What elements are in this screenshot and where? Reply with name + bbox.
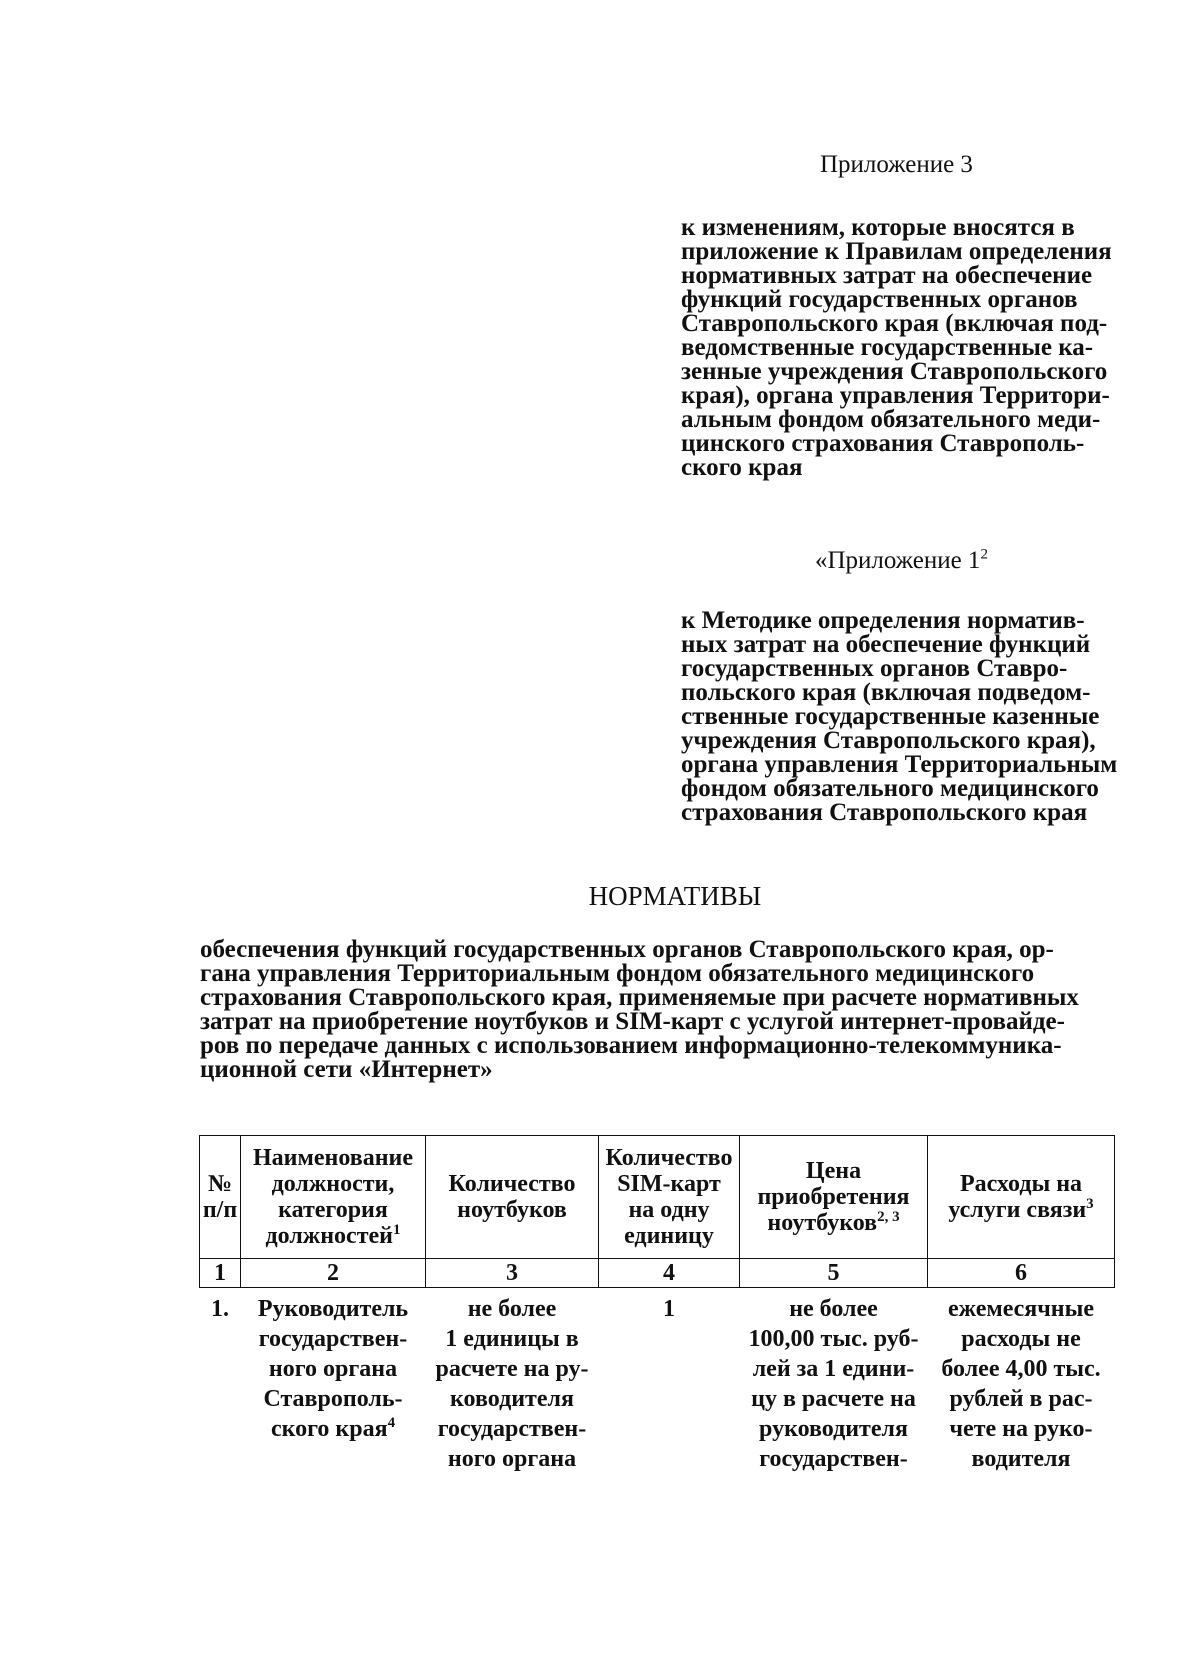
cell-line: более 4,00 тыс. [941,1356,1101,1382]
header-laptops [426,1136,599,1259]
annex-line: функций государственных органов [681,286,1078,313]
subtitle-line: затрат на приобретение ноутбуков и SIM-карт с услугой интернет-провайде- [200,1008,1065,1035]
cell-line: ежемесячные [947,1296,1095,1322]
header-text: на одну [628,1197,710,1223]
header-text: Расходы на [959,1171,1083,1197]
column-number-row [200,1259,1115,1288]
header-text: приобретения [757,1184,910,1210]
table-row [200,1288,1115,1475]
annex-line: ского края [681,454,803,481]
column-number: 4 [599,1259,740,1288]
cell-line: не более [789,1296,878,1322]
cell-line: государствен- [437,1416,587,1442]
cell-line: государствен- [258,1326,408,1352]
document-heading [0,880,1200,912]
header-position [241,1136,426,1259]
annex-title: Приложение 3 [820,151,973,178]
annex2-title [815,546,988,576]
subtitle-line: ционной сети «Интернет» [200,1056,493,1083]
header-text: Наименование [253,1145,413,1171]
cell-line: расходы не [961,1326,1081,1352]
annex-line: нормативных затрат на обеспечение [681,262,1093,289]
annex2-line: фондом обязательного медицинского [681,775,1099,802]
header-text: Цена [805,1158,862,1184]
cell-line: ного органа [447,1446,577,1472]
cell-line: ного органа [268,1356,398,1382]
subtitle-line: обеспечения функций государственных органов Ставропольского края, ор- [200,936,1054,963]
header-text-with-sup [243,1223,423,1249]
cell-line-with-sup [243,1414,424,1444]
cell-line: рублей в рас- [949,1386,1093,1412]
cell-line: лей за 1 едини- [752,1356,915,1382]
header-sup: 1 [392,1222,401,1238]
header-text: SIM-карт [617,1171,721,1197]
row-number: 1. [211,1296,229,1322]
annex-line: края), органа управления Территори- [681,382,1110,409]
header-text: ноутбуков [767,1210,878,1236]
cell-line: цу в расчете на [751,1386,916,1412]
annex2-title-sup: 2 [980,546,988,563]
annex-line: цинского страхования Ставрополь- [681,430,1085,457]
column-number: 1 [200,1259,241,1288]
subtitle-line: гана управления Территориальным фондом обязательного медицинского [200,960,1035,987]
cell-laptops [426,1288,599,1475]
annex2-line: ственные государственные казенные [681,703,1100,730]
header-sup: 3 [1086,1196,1094,1212]
cell-position [241,1288,426,1475]
column-number: 6 [928,1259,1115,1288]
header-text: ноутбуков [457,1197,567,1223]
header-text: должности, [271,1171,395,1197]
annex-line: приложение к Правилам определения [681,238,1112,265]
column-number: 5 [740,1259,928,1288]
subtitle-line: страхования Ставропольского края, применяемые при расчете нормативных [200,984,1079,1011]
header-price [740,1136,928,1259]
annex2-line: ных затрат на обеспечение функций [681,631,1091,658]
cell-line: ководителя [450,1386,574,1412]
cell-line: расчете на ру- [435,1356,589,1382]
cell-line: руководителя [759,1416,908,1442]
annex2-line: к Методике определения норматив- [681,607,1085,634]
norms-table [199,1135,1115,1474]
annex-line: зенные учреждения Ставропольского [681,358,1108,385]
cell-line: государствен- [759,1446,908,1472]
document-subtitle [200,938,1137,1082]
annex-description [681,216,1136,480]
annex2-description [681,609,1136,825]
header-text: единицу [624,1223,714,1249]
subtitle-line: ров по передаче данных с использованием информационно-телекоммуника- [200,1032,1062,1059]
annex2-line: польского края (включая подведом- [681,679,1091,706]
header-text: № [207,1171,233,1197]
column-number: 3 [426,1259,599,1288]
header-text: Количество [605,1145,733,1171]
annex-line: к изменениям, которые вносятся в [681,214,1075,241]
annex-line: альным фондом обязательного меди- [681,406,1101,433]
cell-line: чете на руко- [949,1416,1093,1442]
cell-expenses [928,1288,1115,1475]
header-number [200,1136,241,1259]
annex2-line: учреждения Ставропольского края), [681,727,1096,754]
annex2-line: страхования Ставропольского края [681,799,1088,826]
heading-text: НОРМАТИВЫ [588,881,762,911]
cell-line: ского края [270,1416,388,1442]
cell-sim-count: 1 [663,1296,675,1322]
cell-line: Ставрополь- [263,1386,403,1412]
cell-line: не более [467,1296,557,1322]
cell-line: Руководитель [257,1296,409,1322]
cell-price [740,1288,928,1475]
header-text: Количество [448,1171,576,1197]
cell-line: 1 единицы в [445,1326,579,1352]
cell-line: 100,00 тыс. руб- [748,1326,919,1352]
header-expenses [928,1136,1115,1259]
table-header-row [200,1136,1115,1259]
annex-line: Ставропольского края (включая под- [681,310,1108,337]
header-text: п/п [202,1197,238,1223]
annex2-line: органа управления Территориальным [681,751,1118,778]
header-text: должностей [265,1223,393,1249]
annex2-line: государственных органов Ставро- [681,655,1068,682]
column-number: 2 [241,1259,426,1288]
header-text: категория [278,1197,388,1223]
header-text: услуги связи [948,1197,1087,1223]
header-sim-cards [599,1136,740,1259]
annex2-title-text: «Приложение 1 [815,547,981,574]
annex-line: ведомственные государственные ка- [681,334,1094,361]
header-sup: 2, 3 [877,1209,900,1225]
header-text-with-sup [742,1210,925,1236]
header-text-with-sup [930,1197,1112,1223]
cell-sup: 4 [387,1415,396,1431]
cell-line: водителя [971,1446,1071,1472]
